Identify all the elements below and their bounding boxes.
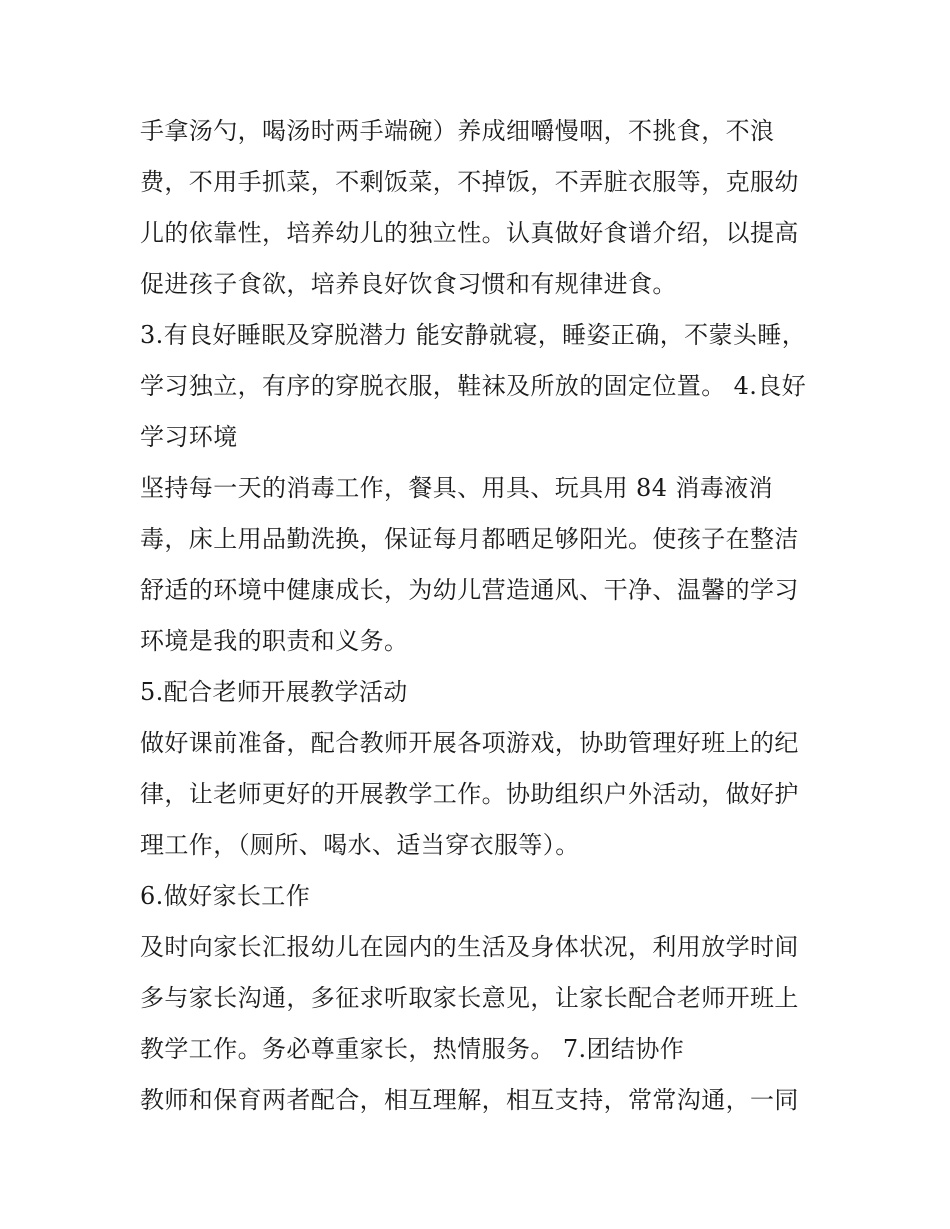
- text-line: 教学工作。务必尊重家长，热情服务。 7.团结协作: [140, 1035, 685, 1063]
- section-heading-line: 5.配合老师开展教学活动: [140, 678, 408, 706]
- text-line: 及时向家长汇报幼儿在园内的生活及身体状况，利用放学时间: [140, 933, 799, 961]
- text-line: 促进孩子食欲，培养良好饮食习惯和有规律进食。: [140, 270, 677, 298]
- text-line: 教师和保育两者配合，相互理解，相互支持，常常沟通，一同: [140, 1086, 799, 1114]
- section-heading-line: 学习环境: [140, 423, 238, 451]
- text-line: 儿的依靠性，培养幼儿的独立性。认真做好食谱介绍，以提高: [140, 219, 799, 247]
- text-line: 毒，床上用品勤洗换，保证每月都晒足够阳光。使孩子在整洁: [140, 525, 799, 553]
- text-line: 多与家长沟通，多征求听取家长意见，让家长配合老师开班上: [140, 984, 799, 1012]
- document-body: [140, 111, 820, 1131]
- text-line: 手拿汤勺，喝汤时两手端碗）养成细嚼慢咽，不挑食，不浪: [140, 117, 775, 145]
- text-line: 做好课前准备，配合教师开展各项游戏，协助管理好班上的纪: [140, 729, 799, 757]
- text-line: 费，不用手抓菜，不剩饭菜，不掉饭，不弄脏衣服等，克服幼: [140, 168, 799, 196]
- text-line: 律，让老师更好的开展教学工作。协助组织户外活动，做好护: [140, 780, 799, 808]
- section-heading-line: 6.做好家长工作: [140, 882, 311, 910]
- text-line: 坚持每一天的消毒工作，餐具、用具、玩具用 84 消毒液消: [140, 474, 773, 502]
- section-heading-line: 3.有良好睡眠及穿脱潜力 能安静就寝，睡姿正确，不蒙头睡，: [140, 321, 807, 349]
- text-line: 理工作，（厕所、喝水、适当穿衣服等）。: [140, 831, 580, 859]
- text-line: 学习独立，有序的穿脱衣服，鞋袜及所放的固定位置。 4.良好: [140, 372, 807, 400]
- text-line: 舒适的环境中健康成长，为幼儿营造通风、干净、温馨的学习: [140, 576, 799, 604]
- text-line: 环境是我的职责和义务。: [140, 627, 409, 655]
